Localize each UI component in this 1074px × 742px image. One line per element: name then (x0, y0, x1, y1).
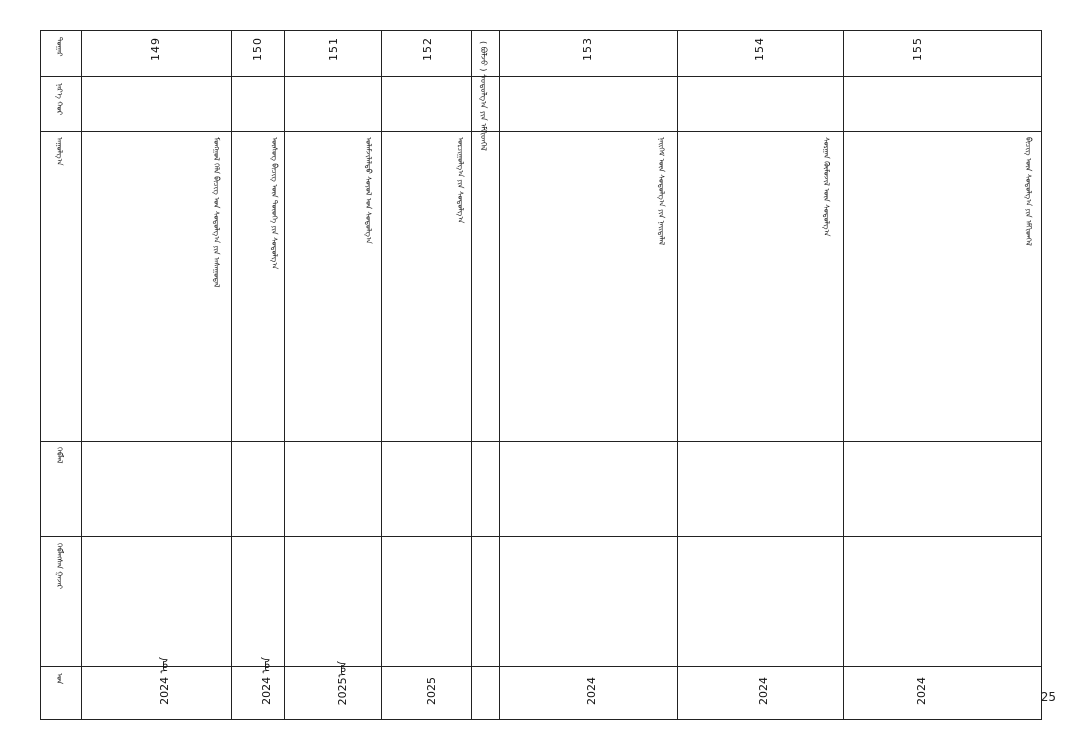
body-divider-2 (41, 536, 1041, 537)
row-body-text: ᠨᠡᠢᠭᠡᠮ ᠦᠨ ᠰᠤᠳᠤᠯᠭ᠎ᠠ ᠶᠢᠨ ᠨᠡᠢᠲᠡᠯᠡᠯ (657, 137, 666, 246)
column-divider (231, 31, 232, 719)
column-divider (843, 31, 844, 719)
row-year: 2024 (757, 677, 770, 705)
row-body-text: ᠪᠢᠴᠢᠭ᠌ ᠦᠨ ᠰᠤᠳᠤᠯᠭ᠎ᠠ ᠶᠢᠨ ᠡᠮᠬᠢᠳᠬᠡᠯ (1024, 137, 1033, 246)
page-number: 25 (1040, 690, 1056, 704)
row-year: 2024 ᠣᠨ (260, 657, 273, 705)
header-row-divider-2 (41, 131, 1041, 132)
header-cell-4: ᠬᠡᠪᠯᠡᠯ (55, 447, 64, 464)
column-divider (284, 31, 285, 719)
row-number: 149 (149, 37, 162, 61)
row-number: 152 (421, 37, 434, 61)
row-number: 150 (251, 37, 264, 61)
header-cell-6: ᠣᠨ (55, 673, 64, 685)
row-number: 154 (753, 37, 766, 61)
header-cell-3: ᠠᠭᠤᠯᠭ᠎ᠠ (55, 137, 64, 166)
body-divider (41, 441, 1041, 442)
row-body-text: ᠣᠷᠴᠢᠭᠤᠯᠭ᠎ᠠ ᠶᠢᠨ ᠰᠤᠳᠤᠯᠭ᠎ᠠ (456, 137, 465, 224)
section-band-label: ( ᠪᠣᠯᠵᠤ ) ᠰᠤᠳᠤᠯᠭ᠎ᠠ ᠶᠢᠨ ᠡᠮᠬᠢᠳᠬᠡᠯ (479, 41, 488, 151)
row-number: 155 (911, 37, 924, 61)
column-divider (471, 31, 472, 719)
header-row-divider (41, 76, 1041, 77)
header-cell-5: ᠬᠡᠪᠯᠡᠭᠰᠡᠨ ᠭᠠᠵᠠᠷ (55, 543, 64, 590)
column-divider (677, 31, 678, 719)
row-year: 2024 (915, 677, 928, 705)
row-year: 2025 (425, 677, 438, 705)
row-body-text: ᠰᠤᠷᠭᠠᠨ ᠬᠦᠮᠦᠵᠢᠯ ᠦᠨ ᠰᠤᠳᠤᠯᠭ᠎ᠠ (822, 137, 831, 237)
row-body-text: ᠦᠰᠦᠭ ᠪᠢᠴᠢᠭ᠌ ᠦᠨ ᠲᠦᠦᠬᠡ ᠶᠢᠨ ᠰᠤᠳᠤᠯᠭ᠎ᠠ (270, 137, 279, 270)
row-body-text: ᠤᠯᠠᠮᠵᠢᠯᠠᠯᠲᠤ ᠰᠣᠶᠣᠯ ᠤᠨ ᠰᠤᠳᠤᠯᠭ᠎ᠠ (364, 137, 373, 244)
header-cell-1: ᠳᠤᠭᠠᠷ (55, 37, 64, 57)
row-year: 2025ᠣᠨ (336, 660, 349, 705)
row-year: 2024 (585, 677, 598, 705)
column-divider (499, 31, 500, 719)
column-divider (381, 31, 382, 719)
row-number: 153 (581, 37, 594, 61)
header-cell-2: ᠨᠡᠷ᠎ᠡ ᠬᠣᠷ (55, 83, 64, 116)
column-divider (81, 31, 82, 719)
row-body-text: ᠮᠣᠩᠭᠣᠯ ᠬᠡᠯᠡ ᠪᠢᠴᠢᠭ᠌ ᠤᠨ ᠰᠤᠳᠤᠯᠭ᠎ᠠ ᠶᠢᠨ ᠠᠰᠠᠭᠤᠳᠠᠯ (212, 137, 221, 288)
document-table (40, 30, 1042, 720)
row-number: 151 (327, 37, 340, 61)
row-year: 2024 ᠣᠨ (158, 657, 171, 705)
footer-divider (41, 666, 1041, 667)
